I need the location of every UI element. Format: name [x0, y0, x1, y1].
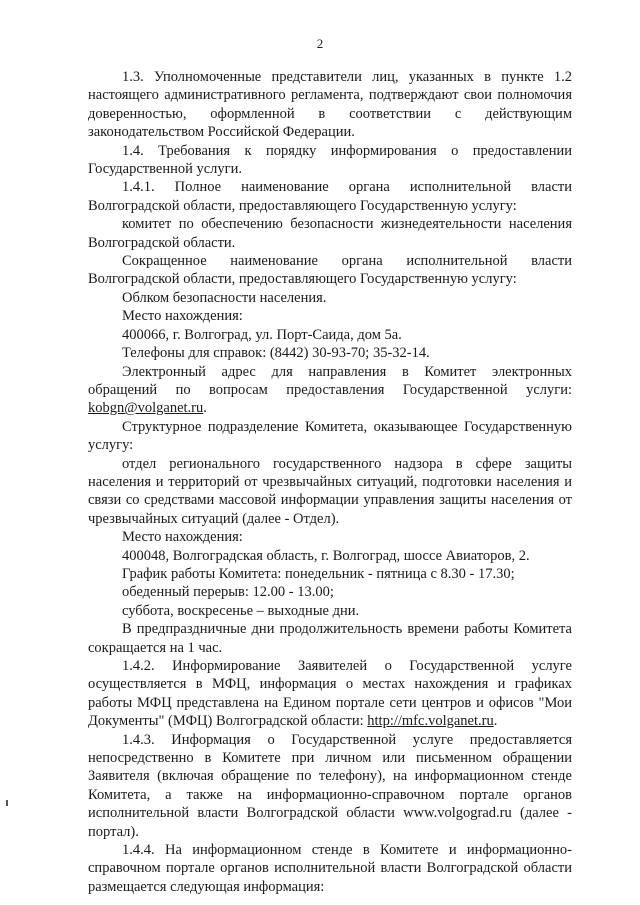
paragraph-1-4-1: 1.4.1. Полное наименование органа исполнительной власти Волгоградской области, предоставляющего Государственную услугу:	[88, 179, 572, 214]
committee-full-name: комитет по обеспечению безопасности жизнедеятельности населения Волгоградской области.	[88, 216, 572, 251]
page-number: 2	[316, 36, 324, 51]
paragraph-1-4-3: 1.4.3. Информация о Государственной услуге предоставляется непосредственно в Комитете при личном или письменном обращении Заявителя (включая обращение по телефону), на информационном стенде Комитета, а также на информационно-справочном портале органов исполнительной власти Волгоградской области www.volgograd.ru (далее - портал).	[88, 731, 572, 840]
mfc-text: 1.4.2. Информирование Заявителей о Государственной услуге осуществляется в МФЦ, информация о местах нахождения и графиках работы МФЦ представлена на Едином портале сети центров и офисов "Мои Документы" (МФЦ) Волгоградской области:	[88, 658, 572, 730]
committee-short-name: Облком безопасности населения.	[122, 289, 327, 306]
short-name-heading: Сокращенное наименование органа исполнительной власти Волгоградской области, предоставляющего Государственную услугу:	[88, 253, 572, 288]
committee-address: 400066, г. Волгоград, ул. Порт-Саида, дом 5а.	[122, 326, 402, 343]
scan-artifact	[6, 800, 8, 806]
lunch-break: обеденный перерыв: 12.00 - 13.00;	[122, 584, 334, 601]
phone-numbers: Телефоны для справок: (8442) 30-93-70; 35-32-14.	[122, 345, 430, 362]
paragraph-1-3: 1.3. Уполномоченные представители лиц, указанных в пункте 1.2 настоящего административного регламента, подтверждают свои полномочия доверенностью, оформленной в соответствии с действующим законодательством Российской Федерации.	[88, 69, 572, 141]
holiday-hours: В предпраздничные дни продолжительность времени работы Комитета сокращается на 1 час.	[88, 621, 572, 656]
mfc-link[interactable]: http://mfc.volganet.ru	[367, 713, 494, 730]
department-address: 400048, Волгоградская область, г. Волгоград, шоссе Авиаторов, 2.	[122, 547, 530, 564]
email-paragraph: Электронный адрес для направления в Комитет электронных обращений по вопросам предоставления Государственной услуги: kobgn@volganet.ru.	[88, 363, 572, 417]
location-label: Место нахождения:	[122, 308, 243, 325]
paragraph-1-4-4: 1.4.4. На информационном стенде в Комитете и информационно-справочном портале органов исполнительной власти Волгоградской области размещается следующая информация:	[88, 842, 572, 895]
paragraph-1-4-2: 1.4.2. Информирование Заявителей о Государственной услуге осуществляется в МФЦ, информация о местах нахождения и графиках работы МФЦ представлена на Едином портале сети центров и офисов "Мои Документы" (МФЦ) Волгоградской области: http://mfc.volganet.ru.	[88, 658, 572, 730]
paragraph-1-4: 1.4. Требования к порядку информирования о предоставлении Государственной услуги.	[88, 142, 572, 178]
weekend-days: суббота, воскресенье – выходные дни.	[122, 602, 360, 619]
department-description: отдел регионального государственного надзора в сфере защиты населения и территорий от чрезвычайных ситуаций, подготовки населения и связи со средствами массовой информации управления защиты населения от чрезвычайных ситуаций (далее - Отдел).	[88, 455, 572, 527]
structural-unit-heading: Структурное подразделение Комитета, оказывающее Государственную услугу:	[88, 418, 572, 454]
email-text: Электронный адрес для направления в Комитет электронных обращений по вопросам предоставления Государственной услуги:	[88, 363, 572, 398]
work-schedule: График работы Комитета: понедельник - пятница с 8.30 - 17.30;	[122, 565, 515, 582]
email-link[interactable]: kobgn@volganet.ru	[88, 400, 204, 417]
department-location-label: Место нахождения:	[122, 529, 243, 546]
document-body	[88, 68, 572, 896]
